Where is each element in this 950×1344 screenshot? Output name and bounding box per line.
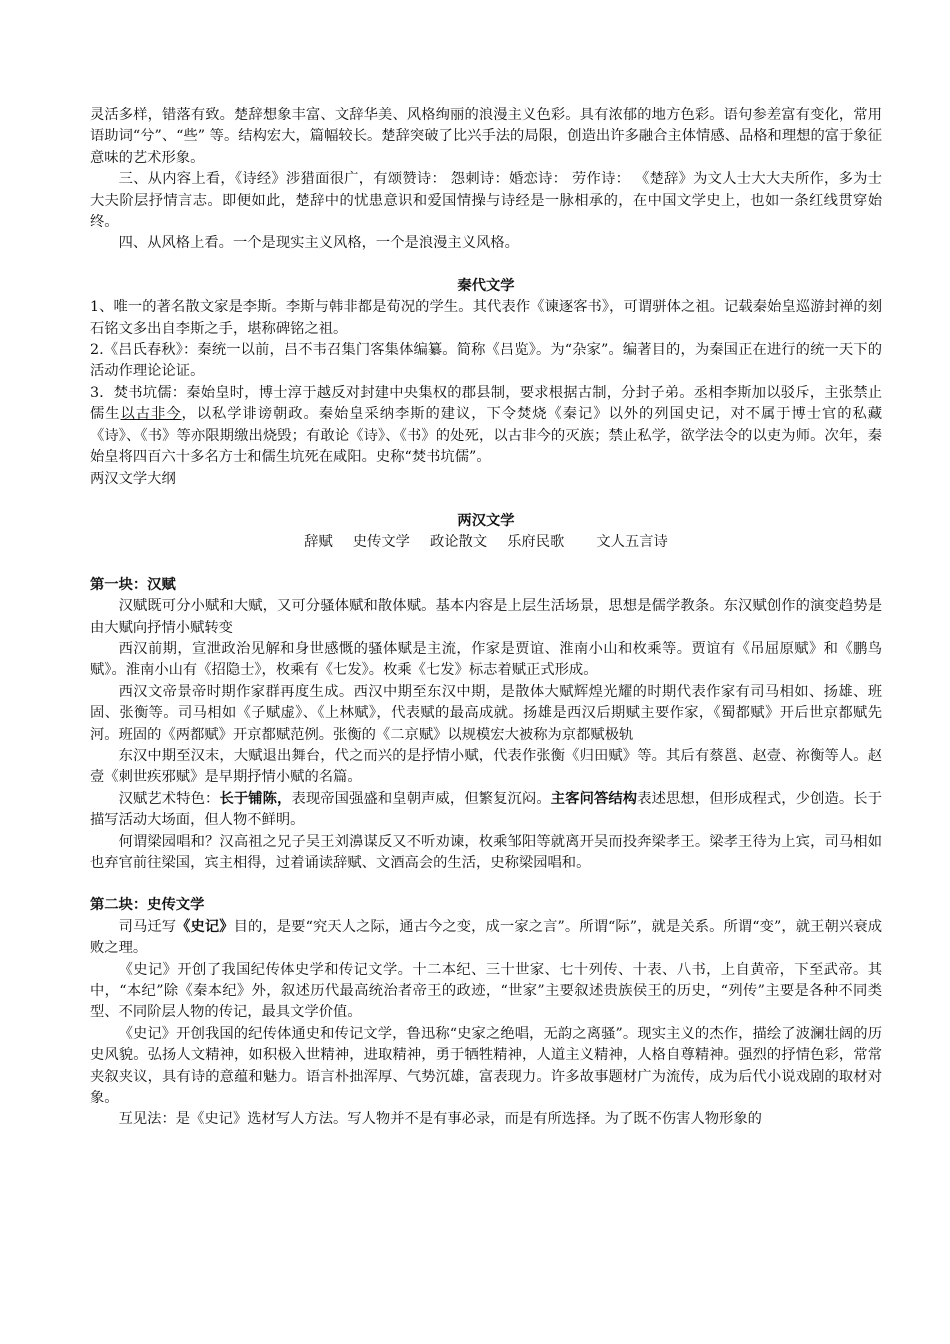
- topic-item: 史传文学: [352, 534, 410, 551]
- text-run: 表现帝国强盛和皇朝声威，但繁复沉闷。: [291, 790, 551, 807]
- block-heading-hanfu: 第一块：汉赋: [90, 576, 176, 593]
- paragraph: 何谓梁园唱和？汉高祖之兄子吴王刘濞谋反又不听劝谏，枚乘邹阳等就离开吴而投奔梁孝王。梁孝王待为上宾，司马相如也弃官前往梁国，宾主相得，过着诵读辞赋、文酒高会的生活，史称梁园唱和。: [90, 833, 882, 871]
- bold-text: 《史记》: [176, 918, 234, 935]
- paragraph: 汉赋既可分小赋和大赋，又可分骚体赋和散体赋。基本内容是上层生活场景，思想是儒学教条。东汉赋创作的演变趋势是由大赋向抒情小赋转变: [90, 598, 882, 636]
- paragraph: 《史记》开创了我国纪传体史学和传记文学。十二本纪、三十世家、七十列传、十表、八书，上自黄帝，下至武帝。其中，“本纪”除《秦本纪》外，叙述历代最高统治者帝王的政迹，“世家”主要叙述贵族侯王的历史，“列传”主要是各种不同类型、不同阶层人物的传记，最具文学价值。: [90, 961, 882, 1021]
- text-run: 汉赋艺术特色：: [118, 790, 220, 807]
- paragraph: 四、从风格上看。一个是现实主义风格，一个是浪漫主义风格。: [118, 235, 519, 252]
- list-item: [90, 383, 882, 469]
- paragraph: 互见法：是《史记》选材写人方法。写人物并不是有事必录，而是有所选择。为了既不伤害人物形象的: [118, 1111, 762, 1128]
- paragraph: 东汉中期至汉末，大赋退出舞台，代之而兴的是抒情小赋，代表作张衡《归田赋》等。其后有蔡邕、赵壹、祢衡等人。赵壹《刺世疾邪赋》是早期抒情小赋的名篇。: [90, 747, 882, 786]
- text-run: ，以私学诽谤朝政。秦始皇采纳李斯的建议，下令焚烧《秦记》以外的列国史记，对不属于博士官的私藏《诗》、《书》等亦限期缴出烧毁；有敢论《诗》、《书》的处死，以古非今的灭族；禁止私学，欲学法令的以吏为师。次年，秦始皇将四百六十多名方士和儒生坑死在咸阳。史称“焚书坑儒”。: [90, 406, 883, 466]
- paragraph: 灵活多样，错落有致。楚辞想象丰富、文辞华美、风格绚丽的浪漫主义色彩。具有浓郁的地方色彩。语句参差富有变化，常用语助词“兮”、“些” 等。结构宏大，篇幅较长。楚辞突破了比兴手法的局限，创造出许多融合主体情感、品格和理想的富于象征意味的艺术形象。: [90, 107, 882, 166]
- list-item: 1、唯一的著名散文家是李斯。李斯与韩非都是荀况的学生。其代表作《谏逐客书》，可谓骈体之祖。记载秦始皇巡游封禅的刻石铭文多出自李斯之手，堪称碑铭之祖。: [90, 299, 882, 337]
- paragraph: 西汉前期，宣泄政治见解和身世感慨的骚体赋是主流，作家是贾谊、淮南小山和枚乘等。贾谊有《吊屈原赋》和《鹏鸟赋》。淮南小山有《招隐士》，枚乘有《七发》。枚乘《七发》标志着赋正式形成。: [90, 640, 882, 679]
- outline-label: 两汉文学大纲: [90, 470, 176, 487]
- paragraph: 三、从内容上看，《诗经》涉猎面很广，有颂赞诗： 怨刺诗：婚恋诗： 劳作诗： 《楚辞》为文人士大大夫所作，多为士大夫阶层抒情言志。即便如此，楚辞中的忧患意识和爱国情操与诗经是一脉相承的，在中国文学史上，也如一条红线贯穿始终。: [90, 171, 882, 231]
- text-run: 目的，是要“究天人之际，通古今之变，成一家之言”。所谓“际”，就是关系。所谓“变”，就王朝兴衰成败之理。: [90, 918, 882, 957]
- list-item: 2.《吕氏春秋》：秦统一以前，吕不韦召集门客集体编纂。简称《吕览》。为“杂家”。编著目的，为秦国正在进行的统一天下的活动作理论论证。: [90, 342, 882, 380]
- text-run: 司马迁写: [118, 918, 177, 935]
- underlined-text: 以古非今: [120, 406, 182, 423]
- topic-item: 乐府民歌: [507, 534, 565, 551]
- bold-text: 长于铺陈，: [219, 790, 292, 807]
- paragraph: [90, 917, 882, 960]
- paragraph: [90, 789, 882, 832]
- paragraph: 西汉文帝景帝时期作家群再度生成。西汉中期至东汉中期，是散体大赋辉煌光耀的时期代表作家有司马相如、扬雄、班固、张衡等。司马相如《子赋虚》、《上林赋》，代表赋的最高成就。扬雄是西汉后期赋主要作家，《蜀都赋》开后世京都赋先河。班固的《两都赋》开京都赋范例。张衡的《二京赋》以规模宏大被称为京都赋极轨: [90, 683, 882, 743]
- topic-item: 辞赋: [304, 534, 333, 551]
- topic-item: 政论散文: [429, 534, 488, 551]
- text-run: 表述思想，但形成程式，少创造。长于描写活动大场面，但人物不鲜明。: [90, 790, 883, 829]
- block-heading-shizhuan: 第二块：史传文学: [90, 897, 205, 914]
- section-title-han: 两汉文学: [457, 512, 515, 529]
- topic-item: 文人五言诗: [596, 534, 668, 551]
- topic-list: [90, 532, 882, 553]
- document-page: [90, 105, 882, 1131]
- paragraph: 《史记》开创我国的纪传体通史和传记文学，鲁迅称“史家之绝唱，无韵之离骚”。现实主义的杰作，描绘了波澜壮阔的历史风貌。弘扬人文精神，如积极入世精神，进取精神，勇于牺牲精神，人道主义精神，人格自尊精神。强烈的抒情色彩，常常夹叙夹议，具有诗的意蕴和魅力。语言朴拙浑厚、气势沉雄，富表现力。许多故事题材广为流传，成为后代小说戏剧的取材对象。: [90, 1025, 882, 1107]
- section-title-qin: 秦代文学: [457, 277, 515, 294]
- bold-text: 主客问答结构: [550, 790, 638, 807]
- text-run: 3．焚书坑儒：秦始皇时，博士淳于越反对封建中央集权的郡县制，要求根据古制，分封子弟。丞相李斯加以驳斥，主张禁止儒生: [90, 384, 882, 423]
